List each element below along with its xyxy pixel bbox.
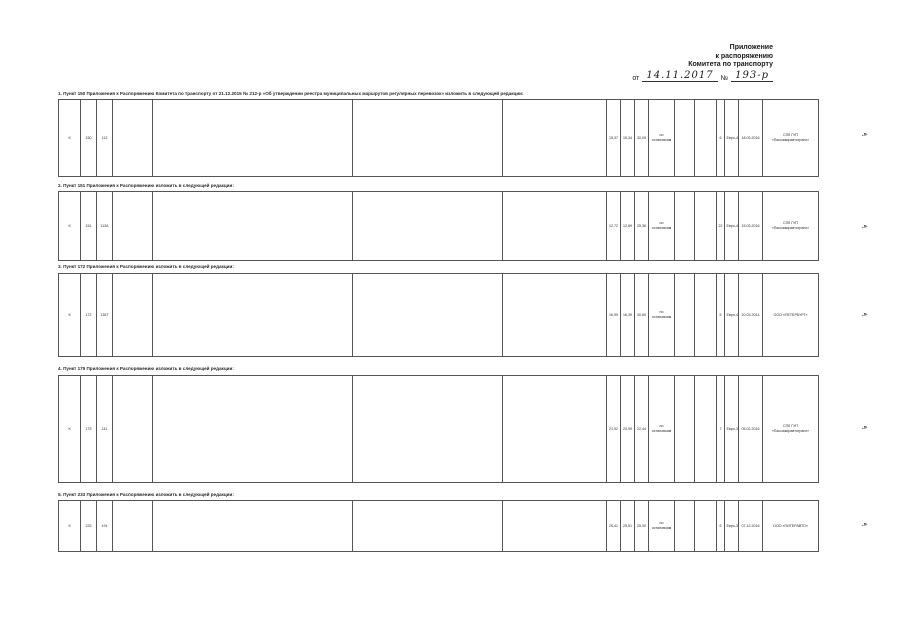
route-table [58,500,819,552]
route-path-back [503,376,607,483]
header-line: Приложение [729,44,773,51]
route-name-cell [113,376,153,483]
operator-name: СПб ГУП «Пассажиравтотранс» [763,376,819,483]
operator-name: СПб ГУП «Пассажиравтотранс» [763,192,819,261]
table-row [59,376,819,483]
length-value: 30,60 [635,274,649,357]
route-table [58,273,819,357]
section-title: 4. Пункт 175 Приложения к Распоряжению изложить в следующей редакции: [58,366,234,371]
tariff-cell [675,192,695,261]
length-value: 21,92 [607,376,621,483]
start-date: 05.02.2016 [739,376,763,483]
row-index: К [59,192,81,261]
row-number: 172 [81,274,97,357]
row-number: 151 [81,192,97,261]
tariff-cell [675,100,695,177]
route-table [58,99,819,177]
route-number: 141 [97,376,113,483]
section-title: 3. Пункт 172 Приложения к Распоряжению изложить в следующей редакции: [58,264,234,269]
route-number: 136Т [97,274,113,357]
tail-mark: .» [861,522,867,528]
start-date: 20.03.2014 [739,274,763,357]
route-path-forward [153,376,353,483]
eco-class: Евро-4 [725,100,739,177]
section-title: 5. Пункт 233 Приложения к Распоряжению изложить в следующей редакции: [58,492,234,497]
stop-mode: по остановкам [649,501,675,552]
start-date: 18.03.2016 [739,100,763,177]
vehicle-count: 7 [717,376,725,483]
stop-mode: по остановкам [649,376,675,483]
route-path-streets [353,501,503,552]
route-path-back [503,501,607,552]
tail-mark: .» [861,132,867,138]
route-table [58,191,819,261]
route-number: 113 [97,100,113,177]
tail-mark: .» [861,425,867,431]
route-path-streets [353,274,503,357]
approval-header [688,44,773,70]
vehicle-class-cell [695,274,717,357]
route-path-forward [153,501,353,552]
route-name-cell [113,501,153,552]
route-name-cell [113,274,153,357]
eco-class: Евро-3 [725,376,739,483]
vehicle-count: 5 [717,274,725,357]
route-path-forward [153,192,353,261]
row-index: К [59,501,81,552]
row-number: 175 [81,376,97,483]
eco-class: Евро-4 [725,274,739,357]
tariff-cell [675,274,695,357]
row-number: 150 [81,100,97,177]
length-value: 15,37 [607,100,621,177]
handwritten-date: 14.11.2017 [642,70,717,82]
route-path-streets [353,100,503,177]
vehicle-class-cell [695,100,717,177]
route-number: 113А [97,192,113,261]
route-path-forward [153,274,353,357]
route-table [58,375,819,483]
length-value: 16,99 [607,274,621,357]
date-number-line [632,70,773,82]
table-row [59,274,819,357]
stop-mode: по остановкам [649,100,675,177]
handwritten-number: 193-р [731,70,773,82]
length-value: 25,38 [635,192,649,261]
section-title: 2. Пункт 151 Приложения к Распоряжению изложить в следующей редакции: [58,183,234,188]
tail-mark: .» [861,224,867,230]
start-date: 07.12.2016 [739,501,763,552]
length-value: 12,89 [621,192,635,261]
length-value: 25,41 [607,501,621,552]
route-path-back [503,192,607,261]
vehicle-count: 22 [717,192,725,261]
table-row [59,501,819,552]
route-path-forward [153,100,353,177]
tail-mark: .» [861,312,867,318]
header-line: к распоряжению [715,52,773,60]
start-date: 15.03.2016 [739,192,763,261]
tariff-cell [675,501,695,552]
route-path-back [503,100,607,177]
route-path-streets [353,376,503,483]
route-number: 191 [97,501,113,552]
row-number: 233 [81,501,97,552]
length-value: 30,00 [635,100,649,177]
eco-class: Евро-3 [725,501,739,552]
vehicle-class-cell [695,376,717,483]
number-prefix: № [720,75,729,82]
route-path-streets [353,192,503,261]
length-value: 22,44 [635,376,649,483]
section-title: 1. Пункт 150 Приложения к Распоряжению Комитета по транспорту от 21.12.2015 № 212-р «Об утверждении реестра муниципальных маршрутов регулярных перевозок» изложить в следующей редакции: [58,91,524,96]
length-value: 12,72 [607,192,621,261]
table-row [59,192,819,261]
date-prefix: от [632,75,640,82]
row-index: К [59,274,81,357]
table-row [59,100,819,177]
operator-name: СПб ГУП «Пассажиравтотранс» [763,100,819,177]
row-index: К [59,100,81,177]
vehicle-count: 6 [717,100,725,177]
eco-class: Евро-4 [725,192,739,261]
stop-mode: по остановкам [649,274,675,357]
length-value: 25,30 [635,501,649,552]
header-line: Комитета по транспорту [688,61,773,68]
vehicle-count: 6 [717,501,725,552]
row-index: К [59,376,81,483]
tariff-cell [675,376,695,483]
stop-mode: по остановкам [649,192,675,261]
route-name-cell [113,100,153,177]
length-value: 20,99 [621,376,635,483]
operator-name: ООО «ПИТЕРАВТО» [763,501,819,552]
length-value: 25,51 [621,501,635,552]
operator-name: ООО «ПЕТЕРБУРГ» [763,274,819,357]
length-value: 16,39 [621,274,635,357]
length-value: 15,34 [621,100,635,177]
route-name-cell [113,192,153,261]
vehicle-class-cell [695,192,717,261]
route-path-back [503,274,607,357]
vehicle-class-cell [695,501,717,552]
